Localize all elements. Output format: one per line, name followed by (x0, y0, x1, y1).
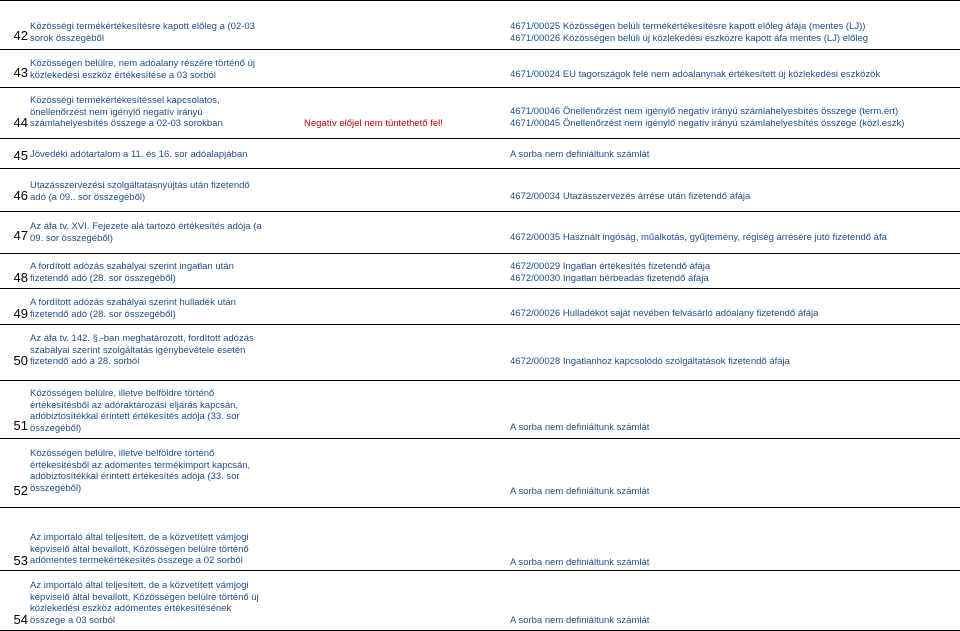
row-description: A fordított adózás szabályai szerint ingatlan után fizetendő adó (28. sor összegéből) (30, 261, 234, 284)
warning-note: Negatív előjel nem tüntethető fel! (304, 118, 443, 129)
row-description: Utazásszervezési szolgáltatásnyújtás után fizetendő adó (a 09.. sor összegéből) (30, 180, 250, 203)
row-number: 47 (13, 228, 28, 243)
row-description: Közösségen belülre, illetve belföldre történő értékesítésből az adóraktározási eljárás kapcsán, adóbiztosítékkal érintett értékesítés adója (33. sor összegéből) (30, 388, 240, 434)
row-description: Az áfa tv. XVI. Fejezete alá tartozó értékesítés adója (a 09. sor összegéből) (30, 221, 262, 244)
row-description: Az áfa tv. 142. §.-ban meghatározott, fordított adózás szabályai szerint szolgáltatás igénybevétele esetén fizetendő adó a 28. sorból (30, 333, 254, 367)
account-list: 4671/00046 Önellenőrzést nem igénylő negatív irányú számlahelyesbítés összege (term.ért) 4671/00045 Önellenőrzést nem igénylő negatív irányú számlahelyesbítés összege (közl.eszk) (510, 106, 905, 129)
row-divider (0, 570, 960, 571)
table-row (0, 0, 960, 44)
row-number: 51 (13, 418, 28, 433)
row-divider (0, 253, 960, 254)
account-list: 4672/00034 Utazásszervezés árrése után fizetendő áfája (510, 191, 751, 202)
row-divider (0, 138, 960, 139)
row-number: 45 (13, 148, 28, 163)
row-number: 48 (13, 270, 28, 285)
account-list: 4672/00035 Használt ingóság, műalkotás, gyűjtemény, régiség árrésére jutó fizetendő áfa (510, 232, 887, 243)
account-list: 4672/00029 Ingatlan értékesítés fizetendő áfája 4672/00030 Ingatlan bérbeadás fizetendő áfája (510, 261, 711, 284)
row-divider (0, 324, 960, 325)
account-list: 4671/00025 Közösségen belüli termékértékesítésre kapott előleg áfája (mentes (LJ)) 4671/00026 Közösségen belüli új közlekedési eszközre kapott áfa mentes (LJ) előleg (510, 21, 869, 44)
account-list: A sorba nem definiáltunk számlát (510, 422, 650, 433)
account-list: A sorba nem definiáltunk számlát (510, 557, 650, 568)
row-number: 52 (13, 483, 28, 498)
row-description: Az importáló által teljesített, de a közvetített vámjogi képviselő által bevallott, Közösségen belülre történő új közlekedési eszköz adómentes értékesítésének összege a 03 sorból (30, 580, 259, 626)
row-divider (0, 49, 960, 50)
row-description: Jövedéki adótartalom a 11. és 16. sor adóalapjában (30, 149, 248, 160)
row-number: 53 (13, 553, 28, 568)
account-list: A sorba nem definiáltunk számlát (510, 486, 650, 497)
row-divider (0, 288, 960, 289)
account-list: 4672/00026 Hulladékot saját nevében felvásárló adóalany fizetendő áfája (510, 308, 819, 319)
row-divider (0, 168, 960, 169)
row-divider (0, 507, 960, 508)
row-number: 54 (13, 612, 28, 627)
row-number: 46 (13, 188, 28, 203)
row-divider (0, 211, 960, 212)
row-description: Közösségen belülre, illetve belföldre történő értékesítésből az adómentes termékimport kapcsán, adóbiztosítékkal érintett értékesítés adója (33. sor összegéből) (30, 448, 251, 494)
row-description: Közösségi termékértékesítésre kapott előleg a (02-03 sorok összegéből (30, 21, 255, 44)
row-divider (0, 438, 960, 439)
account-list: A sorba nem definiáltunk számlát (510, 149, 650, 160)
row-number: 49 (13, 306, 28, 321)
account-list: 4671/00024 EU tagországok felé nem adóalanynak értékesített új közlekedési eszközök (510, 69, 881, 80)
row-description: Közösségen belülre, nem adóalany részére történő új közlekedési eszköz értékesítése a 03 sorból (30, 58, 255, 81)
row-number: 43 (13, 65, 28, 80)
row-number: 50 (13, 353, 28, 368)
row-number: 44 (13, 115, 28, 130)
row-divider (0, 87, 960, 88)
row-divider (0, 380, 960, 381)
row-description: Az importáló által teljesített, de a közvetített vámjogi képviselő által bevallott, Közösségen belülre történő adómentes termékértékesítés összege a 02 sorból (30, 532, 249, 566)
row-number: 42 (13, 28, 28, 43)
account-list: A sorba nem definiáltunk számlát (510, 615, 650, 626)
row-description: A fordított adózás szabályai szerint hulladék után fizetendő adó (28. sor összegéből) (30, 297, 236, 320)
account-list: 4672/00028 Ingatlanhoz kapcsolódó szolgáltatások fizetendő áfája (510, 356, 790, 367)
row-description: Közösségi termékértékesítéssel kapcsolatos, önellenőrzést nem igénylő negatív irányú számlahelyesbítés összege a 02-03 sorokban (30, 95, 223, 129)
